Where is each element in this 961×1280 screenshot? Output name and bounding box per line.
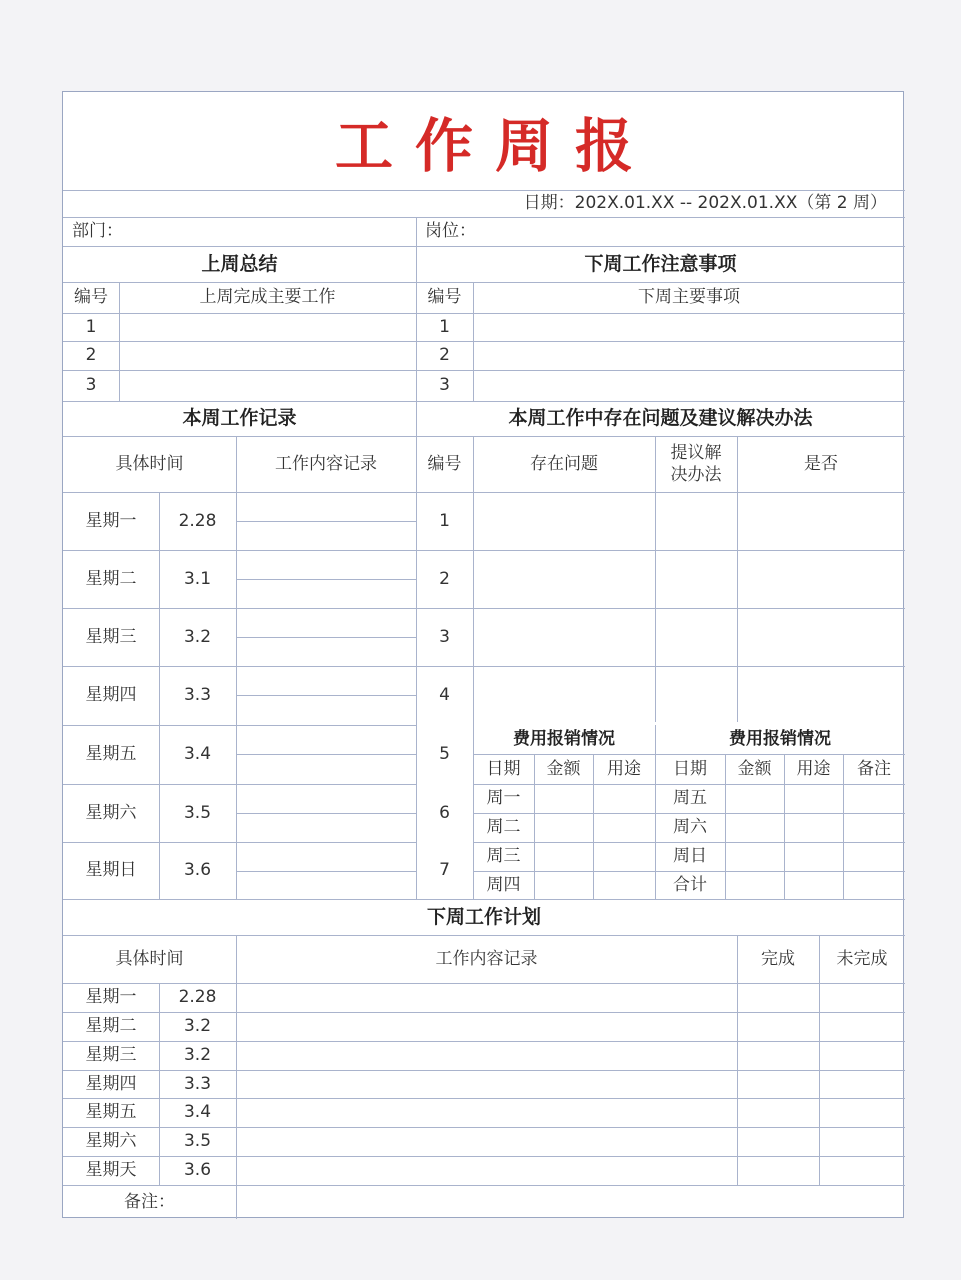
plan-day: 星期天 (85, 1160, 137, 1181)
this-week-day: 星期一 (85, 510, 137, 531)
plan-date: 3.2 (183, 1045, 212, 1066)
last-week-row-no: 2 (85, 345, 97, 366)
issue-row-no: 5 (439, 744, 450, 765)
last-week-work-header: 上周完成主要工作 (199, 287, 336, 308)
expense-left-heading: 费用报销情况 (513, 729, 615, 750)
remark-label: 备注： (124, 1191, 175, 1212)
position-field[interactable]: 岗位： (425, 221, 476, 242)
expense-right-row: 周日 (673, 846, 707, 867)
expense-right-row: 周六 (673, 817, 707, 838)
issues-solution-header: 提议解 决办法 (670, 442, 722, 485)
this-week-time-header: 具体时间 (115, 453, 184, 474)
weekly-report-form (62, 91, 904, 1218)
expense-left-col: 日期 (486, 758, 521, 779)
expense-left-row: 周三 (486, 846, 521, 867)
this-week-date: 3.6 (183, 860, 212, 881)
plan-time-header: 具体时间 (115, 948, 184, 969)
issue-row-no: 4 (439, 685, 450, 706)
this-week-day: 星期三 (85, 626, 137, 647)
last-week-row-no: 3 (85, 375, 97, 396)
this-week-date: 3.4 (183, 744, 212, 765)
expense-right-heading: 费用报销情况 (729, 729, 831, 750)
issues-no-header: 编号 (427, 453, 462, 474)
expense-right-row: 周五 (673, 788, 707, 809)
this-week-heading: 本周工作记录 (182, 407, 297, 430)
this-week-date: 3.5 (183, 802, 212, 823)
issue-row-no: 7 (439, 860, 450, 881)
plan-day: 星期二 (85, 1016, 137, 1037)
issues-heading: 本周工作中存在问题及建议解决办法 (508, 407, 813, 430)
this-week-day: 星期日 (85, 860, 137, 881)
this-week-day: 星期四 (85, 685, 137, 706)
report-title: 工作周报 (334, 112, 655, 180)
next-notes-row-no: 3 (439, 375, 450, 396)
this-week-content-header: 工作内容记录 (275, 453, 377, 474)
issues-yesno-header: 是否 (804, 453, 838, 474)
department-field[interactable]: 部门： (72, 221, 123, 242)
plan-content-header: 工作内容记录 (435, 948, 538, 969)
this-week-day: 星期六 (85, 802, 137, 823)
expense-left-col: 金额 (546, 758, 581, 779)
plan-done-header: 完成 (761, 948, 795, 969)
plan-date: 3.5 (183, 1131, 212, 1152)
next-notes-row-no: 1 (439, 316, 450, 337)
plan-date: 3.4 (183, 1102, 212, 1123)
this-week-day: 星期五 (85, 744, 137, 765)
plan-date: 3.2 (183, 1016, 212, 1037)
this-week-date: 3.1 (183, 568, 212, 589)
this-week-day: 星期二 (85, 568, 137, 589)
plan-day: 星期四 (85, 1073, 137, 1094)
expense-left-col: 用途 (607, 758, 641, 779)
next-week-plan-heading: 下周工作计划 (426, 905, 541, 928)
this-week-date: 3.3 (183, 685, 212, 706)
plan-day: 星期一 (85, 987, 137, 1008)
expense-right-col: 备注 (857, 758, 891, 779)
plan-day: 星期三 (85, 1045, 137, 1066)
plan-day: 星期六 (85, 1131, 137, 1152)
issue-row-no: 3 (439, 626, 450, 647)
this-week-date: 3.2 (183, 626, 212, 647)
last-week-heading: 上周总结 (201, 252, 278, 275)
next-notes-no-header: 编号 (427, 287, 462, 308)
expense-left-row: 周四 (486, 874, 521, 895)
next-week-notes-heading: 下周工作注意事项 (584, 252, 737, 275)
issue-row-no: 2 (439, 568, 450, 589)
expense-right-col: 用途 (796, 758, 831, 779)
last-week-no-header: 编号 (74, 287, 108, 308)
issue-row-no: 6 (439, 802, 450, 823)
expense-right-col: 日期 (673, 758, 707, 779)
last-week-row-no: 1 (85, 316, 97, 337)
expense-right-col: 金额 (737, 758, 772, 779)
expense-right-row: 合计 (673, 874, 707, 895)
this-week-date: 2.28 (178, 510, 217, 531)
plan-undone-header: 未完成 (836, 948, 888, 969)
plan-day: 星期五 (85, 1102, 137, 1123)
expense-left-row: 周二 (486, 817, 521, 838)
plan-date: 3.3 (183, 1073, 212, 1094)
remark-field[interactable] (237, 1186, 904, 1218)
expense-left-row: 周一 (486, 788, 521, 809)
issue-row-no: 1 (439, 510, 450, 531)
plan-date: 2.28 (178, 987, 217, 1008)
plan-date: 3.6 (183, 1160, 212, 1181)
next-notes-row-no: 2 (439, 345, 450, 366)
date-range: 日期：202X.01.XX -- 202X.01.XX（第 2 周） (523, 193, 887, 214)
next-notes-items-header: 下周主要事项 (638, 287, 740, 308)
issues-problem-header: 存在问题 (530, 453, 598, 474)
